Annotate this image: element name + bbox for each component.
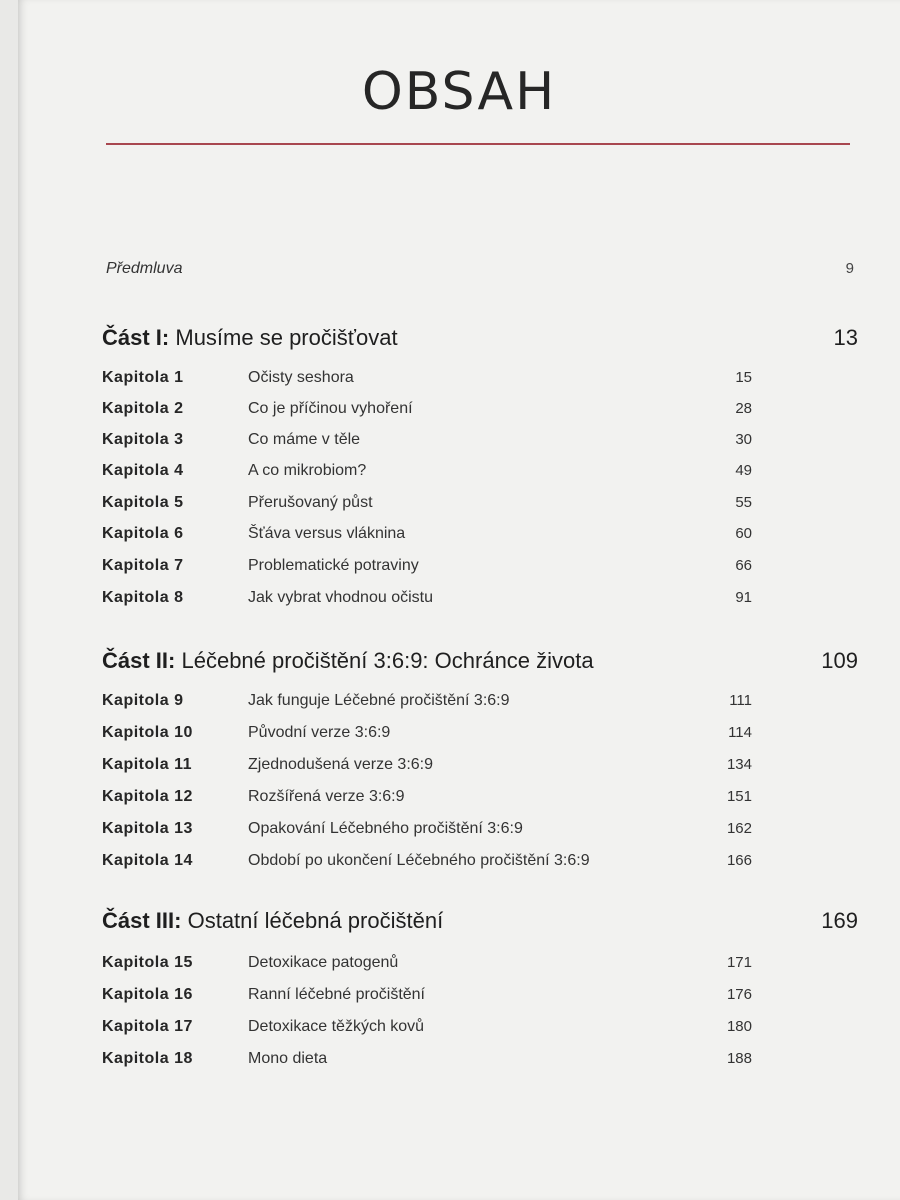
chapter-entry: [102, 589, 752, 615]
part-number: Část I:: [102, 325, 170, 350]
chapter-entry: [102, 756, 752, 782]
preface-page: 9: [845, 260, 854, 277]
chapter-entry: [102, 692, 752, 718]
chapter-label: Kapitola 9: [102, 692, 184, 709]
chapter-title: Mono dieta: [248, 1050, 328, 1067]
chapter-page: 162: [726, 820, 752, 837]
chapter-page: 111: [729, 692, 752, 709]
part-page: 13: [833, 325, 858, 350]
chapter-title: Očisty seshora: [248, 369, 354, 386]
chapter-entry: [102, 986, 752, 1012]
chapter-title: Období po ukončení Léčebného pročištění 3:6:9: [248, 852, 590, 869]
preface-label: Předmluva: [106, 260, 183, 277]
chapter-page: 49: [735, 462, 752, 479]
chapter-label: Kapitola 2: [102, 400, 184, 417]
chapter-label: Kapitola 5: [102, 494, 184, 511]
chapter-label: Kapitola 13: [102, 820, 193, 837]
part-name: Léčebné pročištění 3:6:9: Ochránce života: [181, 648, 594, 673]
chapter-title: Šťáva versus vláknina: [248, 525, 406, 542]
chapter-entry: [102, 820, 752, 846]
chapter-page: 30: [735, 431, 752, 448]
chapter-page: 15: [735, 369, 752, 386]
part-3-heading: [102, 908, 858, 942]
chapter-title: Problematické potraviny: [248, 557, 419, 574]
chapter-entry: [102, 1018, 752, 1044]
part-name: Musíme se pročišťovat: [175, 325, 398, 350]
title-divider: [106, 143, 850, 145]
chapter-entry: [102, 400, 752, 426]
part-page: 109: [821, 648, 858, 673]
chapter-entry: [102, 1050, 752, 1076]
chapter-label: Kapitola 11: [102, 756, 192, 773]
chapter-label: Kapitola 8: [102, 589, 184, 606]
chapter-label: Kapitola 3: [102, 431, 184, 448]
chapter-title: Původní verze 3:6:9: [248, 724, 391, 741]
chapter-page: 166: [726, 852, 752, 869]
part-page: 169: [821, 908, 858, 933]
chapter-page: 28: [735, 400, 752, 417]
chapter-page: 60: [735, 525, 752, 542]
chapter-label: Kapitola 4: [102, 462, 184, 479]
chapter-title: Zjednodušená verze 3:6:9: [248, 756, 434, 773]
book-page: [18, 0, 900, 1200]
chapter-entry: [102, 369, 752, 395]
chapter-entry: [102, 852, 752, 878]
chapter-page: 176: [726, 986, 752, 1003]
chapter-label: Kapitola 18: [102, 1050, 193, 1067]
chapter-label: Kapitola 6: [102, 525, 184, 542]
chapter-page: 188: [726, 1050, 752, 1067]
part-1-heading: [102, 325, 858, 359]
chapter-entry: [102, 525, 752, 551]
chapter-label: Kapitola 15: [102, 954, 193, 971]
chapter-page: 55: [735, 494, 752, 511]
chapter-label: Kapitola 17: [102, 1018, 193, 1035]
chapter-label: Kapitola 16: [102, 986, 193, 1003]
chapter-title: Co máme v těle: [248, 431, 361, 448]
chapter-title: Rozšířená verze 3:6:9: [248, 788, 405, 805]
part-name: Ostatní léčebná pročištění: [187, 908, 444, 933]
chapter-page: 66: [735, 557, 752, 574]
chapter-label: Kapitola 1: [102, 369, 184, 386]
chapter-page: 171: [726, 954, 752, 971]
chapter-label: Kapitola 14: [102, 852, 193, 869]
chapter-title: Jak vybrat vhodnou očistu: [248, 589, 433, 606]
chapter-entry: [102, 494, 752, 520]
chapter-title: Opakování Léčebného pročištění 3:6:9: [248, 820, 523, 837]
chapter-page: 134: [726, 756, 752, 773]
chapter-title: Detoxikace těžkých kovů: [248, 1018, 425, 1035]
part-number: Část III:: [102, 908, 182, 933]
chapter-title: Přerušovaný půst: [248, 494, 373, 511]
chapter-title: Ranní léčebné pročištění: [248, 986, 425, 1003]
preface-entry: [106, 260, 854, 284]
chapter-title: Co je příčinou vyhoření: [248, 400, 413, 417]
chapter-page: 91: [735, 589, 752, 606]
chapter-entry: [102, 557, 752, 583]
chapter-title: A co mikrobiom?: [248, 462, 367, 479]
chapter-label: Kapitola 10: [102, 724, 193, 741]
chapter-label: Kapitola 12: [102, 788, 193, 805]
chapter-entry: [102, 724, 752, 750]
part-number: Část II:: [102, 648, 176, 673]
chapter-page: 180: [726, 1018, 752, 1035]
chapter-label: Kapitola 7: [102, 557, 184, 574]
page-title: OBSAH: [361, 62, 557, 122]
chapter-entry: [102, 431, 752, 457]
chapter-page: 114: [728, 724, 752, 741]
chapter-entry: [102, 954, 752, 980]
chapter-title: Jak funguje Léčebné pročištění 3:6:9: [248, 692, 510, 709]
chapter-entry: [102, 462, 752, 488]
part-2-heading: [102, 648, 858, 682]
chapter-page: 151: [726, 788, 752, 805]
chapter-title: Detoxikace patogenů: [248, 954, 399, 971]
chapter-entry: [102, 788, 752, 814]
